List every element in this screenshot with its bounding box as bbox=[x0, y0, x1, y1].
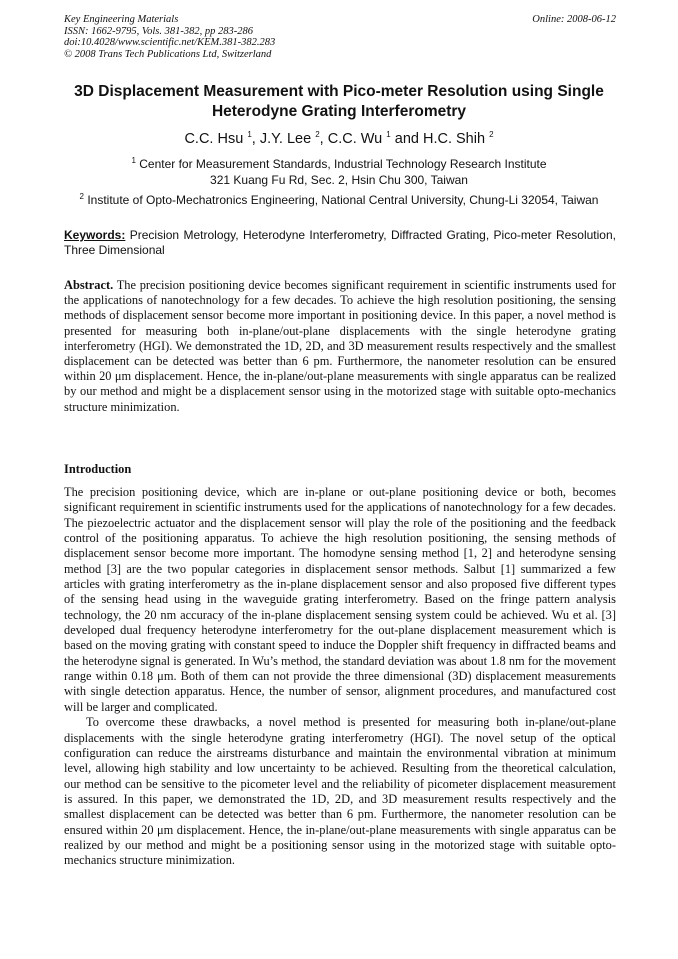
author: J.Y. Lee $^2$, bbox=[259, 130, 328, 147]
journal-name: Key Engineering Materials bbox=[64, 14, 179, 25]
abstract bbox=[64, 278, 616, 415]
journal-header bbox=[64, 14, 616, 60]
author: H.C. Shih $^2$ bbox=[422, 130, 494, 147]
keywords-text: Precision Metrology, Heterodyne Interferometry, Diffracted Grating, Pico-meter Resolution, Three Dimensional bbox=[64, 228, 616, 257]
author: C.C. Wu $^1$ and bbox=[327, 130, 423, 147]
introduction-body bbox=[64, 485, 616, 869]
keywords-label: Keywords: bbox=[64, 228, 126, 242]
paragraph: The precision positioning device, which are in-plane or out-plane positioning device or both, becomes significant requirement in scientific instruments used for the applications of nanotechnology for a few decades. The piezoelectric actuator and the displacement sensor will play the role of the positioning and the feedback control of the positioning apparatus. To achieve the high resolution positioning, the sensing methods of displacement sensor become more important. The homodyne sensing method [1, 2] and heterodyne sensing method [3] are the two popular categories in displacement sensor methods. Salbut [1] summarized a few articles with grating interferometry as the in-plane displacement sensor and also proposed five different types of the sensing head using in the waveguide grating interferometry. Based on the fringe pattern analysis technology, the 20 nm accuracy of the in-plane displacement sensing system could be achieved. Wu et al. [3] developed dual frequency heterodyne interferometry for the out-plane displacement measurement which is based on the moving grating with constant speed to induce the Doppler shift frequency in diffracted beams and the heterodyne signal is generated. In Wu’s method, the standard deviation was about 1.8 nm for the movement range within 0.18 μm. Both of them can not provide the three dimensional (3D) displacement measurements with single detection apparatus. Hence, the number of sensor, alignment procedures, and manufactured cost will be larger and complicated. bbox=[64, 485, 616, 714]
paragraph: To overcome these drawbacks, a novel method is presented for measuring both in-plane/out-plane displacements with the single heterodyne grating interferometry (HGI). The novel setup of the optical configuration can reduce the airstreams disturbance and maintain the environmental vibration at minimum level, allowing high stability and low uncertainty to be achieved. Resulting from the theoretical calculation, our method can be sensitive to the picometer level and the reliability of picometer displacement measurement is assured. In this paper, we demonstrated the 1D, 2D, and 3D measurement results respectively and the smallest displacement can be detected was better than 6 pm. Furthermore, the nanometer resolution can be ensured within 20 μm displacement. Hence, the in-plane/out-plane measurements with single apparatus can be realized by our method and might be a positioning sensor using in the motorized stage with suitable opto-mechanics structure minimization. bbox=[64, 715, 616, 868]
section-heading: Introduction bbox=[64, 462, 132, 476]
title-line-1: 3D Displacement Measurement with Pico-meter Resolution using Single bbox=[74, 83, 604, 100]
doi-line: doi:10.4028/www.scientific.net/KEM.381-382.283 bbox=[64, 37, 276, 48]
author: C.C. Hsu $^1$, bbox=[184, 130, 260, 147]
keywords bbox=[64, 228, 616, 258]
abstract-text: The precision positioning device becomes significant requirement in scientific instruments used for the applications of nanotechnology for a few decades. To achieve the high resolution positioning, the sensing methods of displacement sensor become more important in positioning device. In this paper, a novel method is presented for measuring both in-plane/out-plane displacements with the single heterodyne grating interferometry (HGI). We demonstrated the 1D, 2D, and 3D measurement results respectively and the smallest displacement can be detected was better than 6 pm. Furthermore, the nanometer resolution can be ensured within 20 μm displacement. Hence, the in-plane/out-plane measurements with single apparatus can be realized by our method and might be a displacement sensor using in the motorized stage with suitable opto-mechanics structure minimization. bbox=[64, 278, 616, 414]
affiliation-1: $^1$ Center for Measurement Standards, Industrial Technology Research Institute 321 Kuang Fu Rd, Sec. 2, Hsin Chu 300, Taiwan bbox=[131, 156, 547, 187]
affiliation-2: $^2$ Institute of Opto-Mechatronics Engineering, National Central University, Chung-Li 32054, Taiwan bbox=[79, 192, 599, 207]
title-line-2: Heterodyne Grating Interferometry bbox=[211, 103, 467, 120]
copyright-line: © 2008 Trans Tech Publications Ltd, Switzerland bbox=[64, 48, 272, 60]
issn-line: ISSN: 1662-9795, Vols. 381-382, pp 283-286 bbox=[64, 25, 253, 37]
abstract-label: Abstract. bbox=[64, 278, 114, 292]
author-list bbox=[40, 130, 638, 148]
paper-title bbox=[40, 82, 638, 122]
online-date: Online: 2008-06-12 bbox=[532, 14, 616, 25]
